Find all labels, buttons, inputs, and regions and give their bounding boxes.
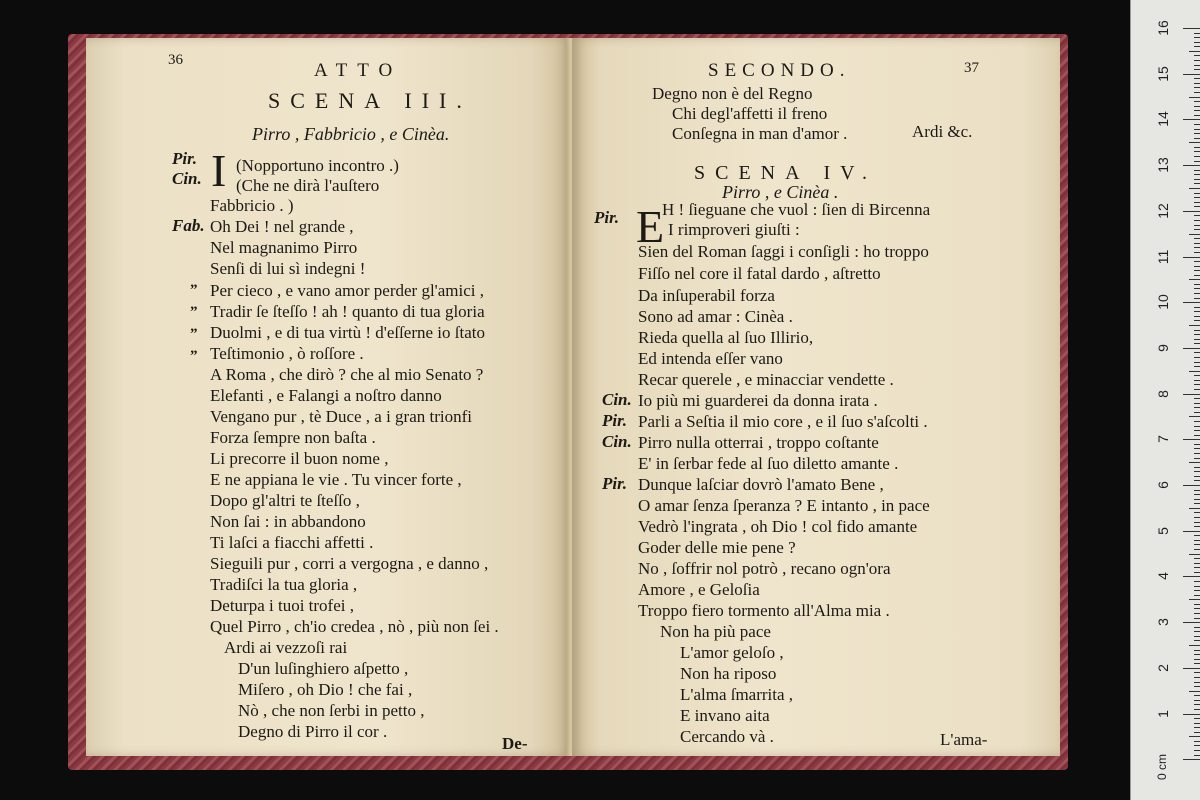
ruler-tick [1194, 270, 1200, 271]
catchword: De- [502, 734, 528, 753]
ruler-tick [1194, 586, 1200, 587]
ruler-tick [1194, 156, 1200, 157]
quote-mark: ” [190, 326, 198, 342]
ruler-tick [1194, 476, 1200, 477]
verse-line: Da inſuperabil forza [638, 286, 775, 305]
ruler-tick [1189, 97, 1200, 98]
ruler-tick [1194, 412, 1200, 413]
ruler-tick [1194, 362, 1200, 363]
ruler-tick [1194, 421, 1200, 422]
aria-line: D'un luſinghiero aſpetto , [238, 659, 409, 678]
page-number: 37 [964, 60, 979, 76]
ruler-tick [1189, 371, 1200, 372]
quote-mark: ” [190, 348, 198, 364]
verse-line: E' in ſerbar fede al ſuo diletto amante . [638, 454, 899, 473]
running-header: SECONDO. [708, 60, 851, 81]
speaker-label: Cin. [602, 432, 632, 451]
page-number: 36 [168, 52, 183, 68]
ruler-tick [1194, 549, 1200, 550]
ruler-tick [1194, 343, 1200, 344]
verse-line: Chi degl'affetti il freno [672, 104, 828, 123]
ruler-tick [1194, 659, 1200, 660]
ruler-tick [1194, 512, 1200, 513]
aria-line: L'alma ſmarrita , [680, 685, 794, 704]
ruler-tick [1189, 234, 1200, 235]
drop-cap: I [211, 145, 227, 196]
ruler-number: 5 [1155, 526, 1171, 535]
verse-line: Non ſai : in abbandono [210, 512, 366, 531]
ruler-tick [1194, 46, 1200, 47]
ruler-tick [1183, 211, 1200, 212]
ruler-tick [1194, 37, 1200, 38]
ruler-tick [1194, 220, 1200, 221]
ruler-tick [1194, 110, 1200, 111]
ruler-tick [1189, 736, 1200, 737]
ruler-tick [1194, 613, 1200, 614]
ruler-tick [1194, 147, 1200, 148]
ruler-tick [1194, 407, 1200, 408]
aria-line: Miſero , oh Dio ! che fai , [238, 680, 413, 699]
ruler-tick [1194, 42, 1200, 43]
verse-line: Amore , e Geloſia [638, 580, 760, 599]
ruler-tick [1194, 650, 1200, 651]
quote-mark: ” [190, 304, 198, 320]
ruler-tick [1194, 480, 1200, 481]
ruler-tick [1183, 302, 1200, 303]
ruler-tick [1194, 215, 1200, 216]
ruler-tick [1194, 704, 1200, 705]
ruler-tick [1194, 695, 1200, 696]
ruler-tick [1194, 458, 1200, 459]
aria-line: Non ha più pace [660, 622, 771, 641]
ruler-number: 9 [1155, 344, 1171, 352]
verse-line: Pirro nulla otterrai , troppo coſtante [638, 433, 879, 452]
catchword: L'ama- [940, 730, 988, 749]
ruler-tick [1194, 750, 1200, 751]
ruler-tick [1194, 311, 1200, 312]
ruler-tick [1194, 398, 1200, 399]
ruler-tick [1194, 732, 1200, 733]
verse-line: O amar ſenza ſperanza ? E intanto , in pace [638, 496, 930, 515]
ruler-tick [1194, 755, 1200, 756]
verse-line: Quel Pirro , ch'io credea , nò , più non ſei . [210, 617, 499, 636]
ruler-tick [1194, 544, 1200, 545]
ruler-tick [1194, 106, 1200, 107]
ruler-tick [1189, 691, 1200, 692]
ruler-tick [1194, 567, 1200, 568]
ruler-tick [1194, 745, 1200, 746]
ruler-tick [1183, 257, 1200, 258]
verse-line: H ! ſieguane che vuol : ſien di Bircenna [662, 200, 931, 219]
aria-line: Cercando và . [680, 727, 774, 746]
ruler-number: 15 [1155, 65, 1171, 82]
ruler-tick [1194, 33, 1200, 34]
ruler-tick [1194, 320, 1200, 321]
ruler-tick [1194, 723, 1200, 724]
verse-line: No , ſoffrir nol potrò , recano ogn'ora [638, 559, 891, 578]
ruler-tick [1194, 60, 1200, 61]
ruler-tick [1189, 645, 1200, 646]
ruler-tick [1194, 243, 1200, 244]
verse-line: Li precorre il buon nome , [210, 449, 389, 468]
ruler-tick [1194, 197, 1200, 198]
aria-line: Nò , che non ſerbi in petto , [238, 701, 425, 720]
quote-mark: ” [190, 282, 198, 298]
ruler-tick [1194, 631, 1200, 632]
ruler-tick [1189, 416, 1200, 417]
ruler-tick [1183, 714, 1200, 715]
speaker-label: Pir. [172, 149, 198, 168]
verse-line: Deturpa i tuoi trofei , [210, 596, 354, 615]
cast-list: Pirro , Fabbricio , e Cinèa. [252, 124, 450, 144]
ruler-number: 1 [1155, 709, 1171, 718]
ruler-tick [1194, 129, 1200, 130]
ruler-tick [1194, 709, 1200, 710]
ruler-number: 11 [1155, 249, 1171, 264]
ruler-tick [1194, 636, 1200, 637]
ruler-tick [1194, 316, 1200, 317]
verse-line: Teſtimonio , ò roſſore . [210, 344, 364, 363]
cast-list: Pirro , e Cinèa . [722, 182, 839, 202]
ruler-tick [1194, 608, 1200, 609]
ruler-tick [1194, 133, 1200, 134]
ruler-number: 13 [1155, 157, 1171, 173]
ruler-tick [1194, 78, 1200, 79]
ruler-tick [1194, 522, 1200, 523]
verse-line: Nel magnanimo Pirro [210, 238, 358, 257]
verse-line: Sieguili pur , corri a vergogna , e danno , [210, 554, 489, 573]
ruler-tick [1194, 174, 1200, 175]
verse-line: Conſegna in man d'amor . [672, 124, 848, 143]
ruler-tick [1194, 334, 1200, 335]
aria-line: Ardi ai vezzoſi rai [224, 638, 348, 657]
ruler-tick [1194, 572, 1200, 573]
ruler-tick [1194, 288, 1200, 289]
ruler-tick [1183, 531, 1200, 532]
verse-line: Io più mi guarderei da donna irata . [638, 391, 878, 410]
verse-line: Goder delle mie pene ? [638, 538, 796, 557]
ruler-tick [1194, 581, 1200, 582]
ruler-tick [1194, 654, 1200, 655]
aria-line: Degno di Pirro il cor . [238, 722, 388, 741]
ruler-number: 8 [1155, 389, 1171, 398]
ruler-tick [1194, 563, 1200, 564]
ruler-tick [1194, 380, 1200, 381]
ruler-tick [1194, 206, 1200, 207]
ruler-tick [1194, 69, 1200, 70]
ruler-tick [1183, 668, 1200, 669]
ruler-tick [1194, 252, 1200, 253]
ruler-tick [1194, 499, 1200, 500]
ruler-tick [1194, 284, 1200, 285]
ruler-tick [1194, 627, 1200, 628]
ruler-tick [1183, 485, 1200, 486]
verse-line: Per cieco , e vano amor perder gl'amici , [210, 281, 485, 300]
ruler-tick [1194, 503, 1200, 504]
ruler-tick [1194, 618, 1200, 619]
ruler-tick [1194, 229, 1200, 230]
right-page [572, 38, 1060, 756]
ruler-tick [1194, 83, 1200, 84]
ruler-tick [1194, 718, 1200, 719]
ruler-tick [1194, 87, 1200, 88]
ruler-tick [1194, 238, 1200, 239]
ruler-tick [1189, 508, 1200, 509]
measurement-ruler [1130, 0, 1200, 800]
ruler-tick [1194, 179, 1200, 180]
verse-line: (Nopportuno incontro .) [236, 156, 399, 175]
verse-line: Rieda quella al ſuo Illirio, [638, 328, 814, 347]
aria-line: Non ha riposo [680, 664, 777, 683]
ruler-tick [1194, 352, 1200, 353]
ruler-tick [1194, 640, 1200, 641]
speaker-label: Pir. [594, 208, 620, 227]
ruler-tick [1194, 686, 1200, 687]
ruler-tick [1194, 307, 1200, 308]
verse-line: Tradir ſe ſteſſo ! ah ! quanto di tua gloria [210, 302, 485, 321]
ruler-tick [1183, 576, 1200, 577]
aria-cue: Ardi &c. [912, 122, 973, 141]
ruler-tick [1194, 151, 1200, 152]
ruler-tick [1194, 453, 1200, 454]
ruler-tick [1194, 266, 1200, 267]
verse-line: Degno non è del Regno [652, 84, 813, 103]
verse-line: Parli a Seſtia il mio core , e il ſuo s'aſcolti . [638, 412, 928, 431]
ruler-tick [1183, 28, 1200, 29]
speaker-label: Pir. [602, 411, 628, 430]
ruler-tick [1194, 604, 1200, 605]
ruler-tick [1194, 558, 1200, 559]
ruler-tick [1194, 540, 1200, 541]
ruler-tick [1194, 101, 1200, 102]
ruler-tick [1189, 142, 1200, 143]
ruler-tick [1189, 279, 1200, 280]
ruler-tick [1183, 165, 1200, 166]
ruler-tick [1189, 51, 1200, 52]
ruler-tick [1194, 535, 1200, 536]
verse-line: A Roma , che dirò ? che al mio Senato ? [210, 365, 484, 384]
ruler-tick [1194, 672, 1200, 673]
ruler-tick [1194, 65, 1200, 66]
ruler-tick [1194, 298, 1200, 299]
ruler-number: 6 [1155, 481, 1171, 489]
verse-line: Fiſſo nel core il fatal dardo , aſtretto [638, 264, 881, 283]
ruler-tick [1183, 439, 1200, 440]
ruler-number: 7 [1155, 435, 1171, 444]
running-header: ATTO [314, 60, 403, 81]
ruler-tick [1194, 330, 1200, 331]
verse-line: Tradiſci la tua gloria , [210, 575, 358, 594]
verse-line: Troppo fiero tormento all'Alma mia . [638, 601, 890, 620]
ruler-tick [1194, 435, 1200, 436]
verse-line: Ti laſci a fiacchi affetti . [210, 533, 374, 552]
verse-line: Vengano pur , tè Duce , a i gran trionfi [210, 407, 472, 426]
ruler-tick [1194, 595, 1200, 596]
ruler-tick [1183, 74, 1200, 75]
ruler-tick [1189, 462, 1200, 463]
aria-line: E invano aita [680, 706, 770, 725]
ruler-tick [1194, 247, 1200, 248]
ruler-tick [1194, 490, 1200, 491]
speaker-label: Fab. [172, 216, 205, 235]
verse-line: Dopo gl'altri te ſteſſo , [210, 491, 360, 510]
verse-line: Sono ad amar : Cinèa . [638, 307, 793, 326]
ruler-tick [1194, 115, 1200, 116]
ruler-tick [1183, 759, 1200, 760]
ruler-tick [1194, 261, 1200, 262]
ruler-tick [1194, 366, 1200, 367]
verse-line: Fabbricio . ) [210, 196, 294, 215]
verse-line: Forza ſempre non baſta . [210, 428, 376, 447]
ruler-tick [1194, 293, 1200, 294]
verse-line: Duolmi , e di tua virtù ! d'eſſerne io ſtato [210, 323, 485, 342]
ruler-tick [1194, 357, 1200, 358]
verse-line: Oh Dei ! nel grande , [210, 217, 354, 236]
speaker-label: Cin. [172, 169, 202, 188]
verse-line: Dunque laſciar dovrò l'amato Bene , [638, 475, 884, 494]
drop-cap: E [636, 201, 665, 252]
speaker-label: Cin. [602, 390, 632, 409]
ruler-tick [1194, 426, 1200, 427]
ruler-tick [1189, 599, 1200, 600]
ruler-number: 3 [1155, 618, 1171, 626]
ruler-number: 4 [1155, 572, 1171, 581]
verse-line: Elefanti , e Falangi a noſtro danno [210, 386, 442, 405]
ruler-tick [1194, 590, 1200, 591]
verse-line: Vedrò l'ingrata , oh Dio ! col fido amante [638, 517, 918, 536]
ruler-tick [1194, 225, 1200, 226]
ruler-tick [1194, 161, 1200, 162]
verse-line: E ne appiana le vie . Tu vincer forte , [210, 470, 462, 489]
verse-line: I rimproveri giuſti : [668, 220, 800, 239]
ruler-tick [1194, 471, 1200, 472]
ruler-tick [1194, 92, 1200, 93]
ruler-tick [1194, 170, 1200, 171]
ruler-tick [1194, 124, 1200, 125]
scene-title: SCENA III. [268, 88, 472, 113]
ruler-tick [1194, 275, 1200, 276]
ruler-tick [1194, 202, 1200, 203]
ruler-tick [1189, 188, 1200, 189]
verse-line: Senſi di lui sì indegni ! [210, 259, 366, 278]
ruler-tick [1194, 389, 1200, 390]
left-page [86, 38, 570, 756]
ruler-tick [1194, 448, 1200, 449]
ruler-tick [1194, 526, 1200, 527]
ruler-tick [1194, 494, 1200, 495]
ruler-tick [1194, 138, 1200, 139]
ruler-number: 12 [1155, 203, 1171, 219]
ruler-tick [1183, 119, 1200, 120]
ruler-tick [1183, 622, 1200, 623]
verse-line: Ed intenda eſſer vano [638, 349, 783, 368]
ruler-number: 14 [1155, 111, 1171, 128]
ruler-unit-label: 0 cm [1155, 753, 1170, 781]
ruler-number: 16 [1155, 20, 1171, 36]
ruler-tick [1194, 375, 1200, 376]
ruler-number: 10 [1155, 294, 1171, 310]
ruler-tick [1194, 677, 1200, 678]
ruler-tick [1194, 682, 1200, 683]
ruler-tick [1194, 183, 1200, 184]
speaker-label: Pir. [602, 474, 628, 493]
ruler-tick [1194, 430, 1200, 431]
verse-line: (Che ne dirà l'auſtero [236, 176, 380, 195]
ruler-number: 2 [1155, 663, 1171, 672]
ruler-tick [1183, 394, 1200, 395]
ruler-tick [1194, 444, 1200, 445]
ruler-tick [1194, 403, 1200, 404]
ruler-tick [1194, 384, 1200, 385]
ruler-tick [1194, 339, 1200, 340]
aria-line: L'amor geloſo , [680, 643, 784, 662]
ruler-tick [1194, 663, 1200, 664]
verse-line: Recar querele , e minacciar vendette . [638, 370, 894, 389]
ruler-tick [1194, 55, 1200, 56]
ruler-tick [1194, 700, 1200, 701]
ruler-tick [1194, 193, 1200, 194]
ruler-tick [1183, 348, 1200, 349]
ruler-tick [1194, 727, 1200, 728]
verse-line: Sien del Roman ſaggi i conſigli : ho troppo [638, 242, 929, 261]
ruler-tick [1194, 467, 1200, 468]
ruler-tick [1189, 554, 1200, 555]
ruler-tick [1189, 325, 1200, 326]
ruler-tick [1194, 517, 1200, 518]
scene-title: SCENA IV. [694, 162, 877, 184]
ruler-tick [1194, 741, 1200, 742]
